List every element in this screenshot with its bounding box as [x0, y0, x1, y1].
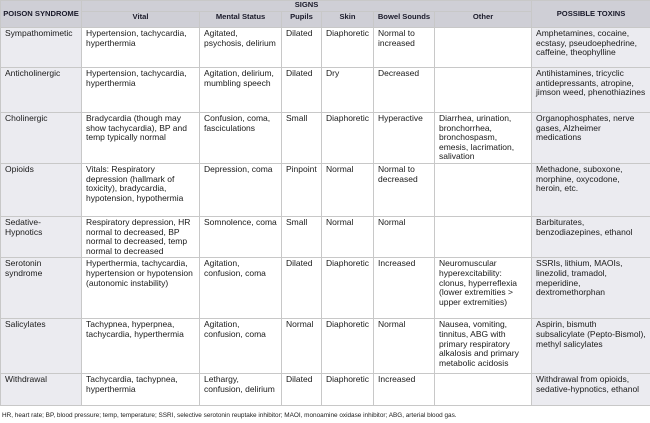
cell-other: Diarrhea, urination, bronchorrhea, bronchospasm, emesis, lacrimation, salivation [435, 113, 532, 164]
cell-syndrome: Sedative-Hypnotics [1, 216, 82, 257]
table-body [1, 28, 650, 406]
header-vital: Vital [82, 12, 200, 28]
cell-syndrome: Sympathomimetic [1, 28, 82, 68]
cell-skin: Dry [322, 68, 374, 113]
cell-mental-status: Agitation, confusion, coma [200, 258, 282, 319]
cell-syndrome: Anticholinergic [1, 68, 82, 113]
cell-pupils: Pinpoint [282, 163, 322, 216]
cell-bowel-sounds: Normal to increased [374, 28, 435, 68]
cell-toxins: Barbiturates, benzodiazepines, ethanol [532, 216, 650, 257]
cell-vital: Hypertension, tachycardia, hyperthermia [82, 68, 200, 113]
cell-pupils: Small [282, 113, 322, 164]
cell-toxins: Methadone, suboxone, morphine, oxycodone, heroin, etc. [532, 163, 650, 216]
cell-syndrome: Opioids [1, 163, 82, 216]
cell-toxins: Withdrawal from opioids, sedative-hypnotics, ethanol [532, 374, 650, 406]
table-row [1, 163, 650, 216]
cell-toxins: Organophosphates, nerve gases, Alzheimer medications [532, 113, 650, 164]
cell-syndrome: Withdrawal [1, 374, 82, 406]
cell-other [435, 374, 532, 406]
cell-pupils: Normal [282, 319, 322, 374]
cell-other [435, 28, 532, 68]
cell-mental-status: Lethargy, confusion, delirium [200, 374, 282, 406]
table-row [1, 216, 650, 257]
table-row [1, 319, 650, 374]
cell-vital: Bradycardia (though may show tachycardia), BP and temp typically normal [82, 113, 200, 164]
table-row [1, 258, 650, 319]
cell-toxins: Antihistamines, tricyclic antidepressants, atropine, jimson weed, phenothiazines [532, 68, 650, 113]
table-row [1, 113, 650, 164]
table-row [1, 28, 650, 68]
cell-skin: Diaphoretic [322, 258, 374, 319]
table-row [1, 374, 650, 406]
cell-mental-status: Agitation, confusion, coma [200, 319, 282, 374]
cell-syndrome: Serotonin syndrome [1, 258, 82, 319]
cell-other: Neuromuscular hyperexcitability: clonus, hyperreflexia (lower extremities > upper extremities) [435, 258, 532, 319]
cell-bowel-sounds: Increased [374, 374, 435, 406]
cell-syndrome: Cholinergic [1, 113, 82, 164]
cell-bowel-sounds: Normal [374, 216, 435, 257]
cell-vital: Respiratory depression, HR normal to decreased, BP normal to decreased, temp normal to decreased [82, 216, 200, 257]
cell-skin: Diaphoretic [322, 319, 374, 374]
cell-bowel-sounds: Decreased [374, 68, 435, 113]
header-other: Other [435, 12, 532, 28]
header-poison-syndrome: POISON SYNDROME [1, 1, 82, 28]
cell-mental-status: Confusion, coma, fasciculations [200, 113, 282, 164]
cell-mental-status: Somnolence, coma [200, 216, 282, 257]
cell-skin: Diaphoretic [322, 28, 374, 68]
cell-mental-status: Depression, coma [200, 163, 282, 216]
cell-skin: Diaphoretic [322, 374, 374, 406]
cell-other [435, 163, 532, 216]
cell-vital: Hyperthermia, tachycardia, hypertension or hypotension (autonomic instability) [82, 258, 200, 319]
cell-skin: Normal [322, 163, 374, 216]
cell-bowel-sounds: Normal [374, 319, 435, 374]
cell-bowel-sounds: Increased [374, 258, 435, 319]
header-signs: SIGNS [82, 1, 532, 12]
cell-other: Nausea, vomiting, tinnitus, ABG with primary respiratory alkalosis and primary metabolic acidosis [435, 319, 532, 374]
header-skin: Skin [322, 12, 374, 28]
cell-bowel-sounds: Normal to decreased [374, 163, 435, 216]
cell-other [435, 216, 532, 257]
cell-vital: Vitals: Respiratory depression (hallmark of toxicity), bradycardia, hypotension, hypothermia [82, 163, 200, 216]
header-pupils: Pupils [282, 12, 322, 28]
header-bowel-sounds: Bowel Sounds [374, 12, 435, 28]
cell-other [435, 68, 532, 113]
cell-toxins: SSRIs, lithium, MAOIs, linezolid, tramadol, meperidine, dextromethorphan [532, 258, 650, 319]
cell-vital: Tachypnea, hyperpnea, tachycardia, hyperthermia [82, 319, 200, 374]
cell-bowel-sounds: Hyperactive [374, 113, 435, 164]
header-possible-toxins: POSSIBLE TOXINS [532, 1, 650, 28]
cell-syndrome: Salicylates [1, 319, 82, 374]
header-mental-status: Mental Status [200, 12, 282, 28]
cell-pupils: Dilated [282, 258, 322, 319]
table-footnote: HR, heart rate; BP, blood pressure; temp, temperature; SSRI, selective serotonin reuptake inhibitor; MAOI, monoamine oxidase inhibitor; ABG, arterial blood gas. [2, 412, 457, 419]
cell-vital: Hypertension, tachycardia, hyperthermia [82, 28, 200, 68]
cell-vital: Tachycardia, tachypnea, hyperthermia [82, 374, 200, 406]
cell-skin: Normal [322, 216, 374, 257]
cell-pupils: Dilated [282, 28, 322, 68]
cell-mental-status: Agitated, psychosis, delirium [200, 28, 282, 68]
cell-toxins: Aspirin, bismuth subsalicylate (Pepto-Bismol), methyl salicylates [532, 319, 650, 374]
cell-toxins: Amphetamines, cocaine, ecstasy, pseudoephedrine, caffeine, theophylline [532, 28, 650, 68]
cell-pupils: Dilated [282, 374, 322, 406]
cell-pupils: Dilated [282, 68, 322, 113]
table-row [1, 68, 650, 113]
cell-skin: Diaphoretic [322, 113, 374, 164]
table-header [1, 1, 650, 28]
cell-pupils: Small [282, 216, 322, 257]
cell-mental-status: Agitation, delirium, mumbling speech [200, 68, 282, 113]
